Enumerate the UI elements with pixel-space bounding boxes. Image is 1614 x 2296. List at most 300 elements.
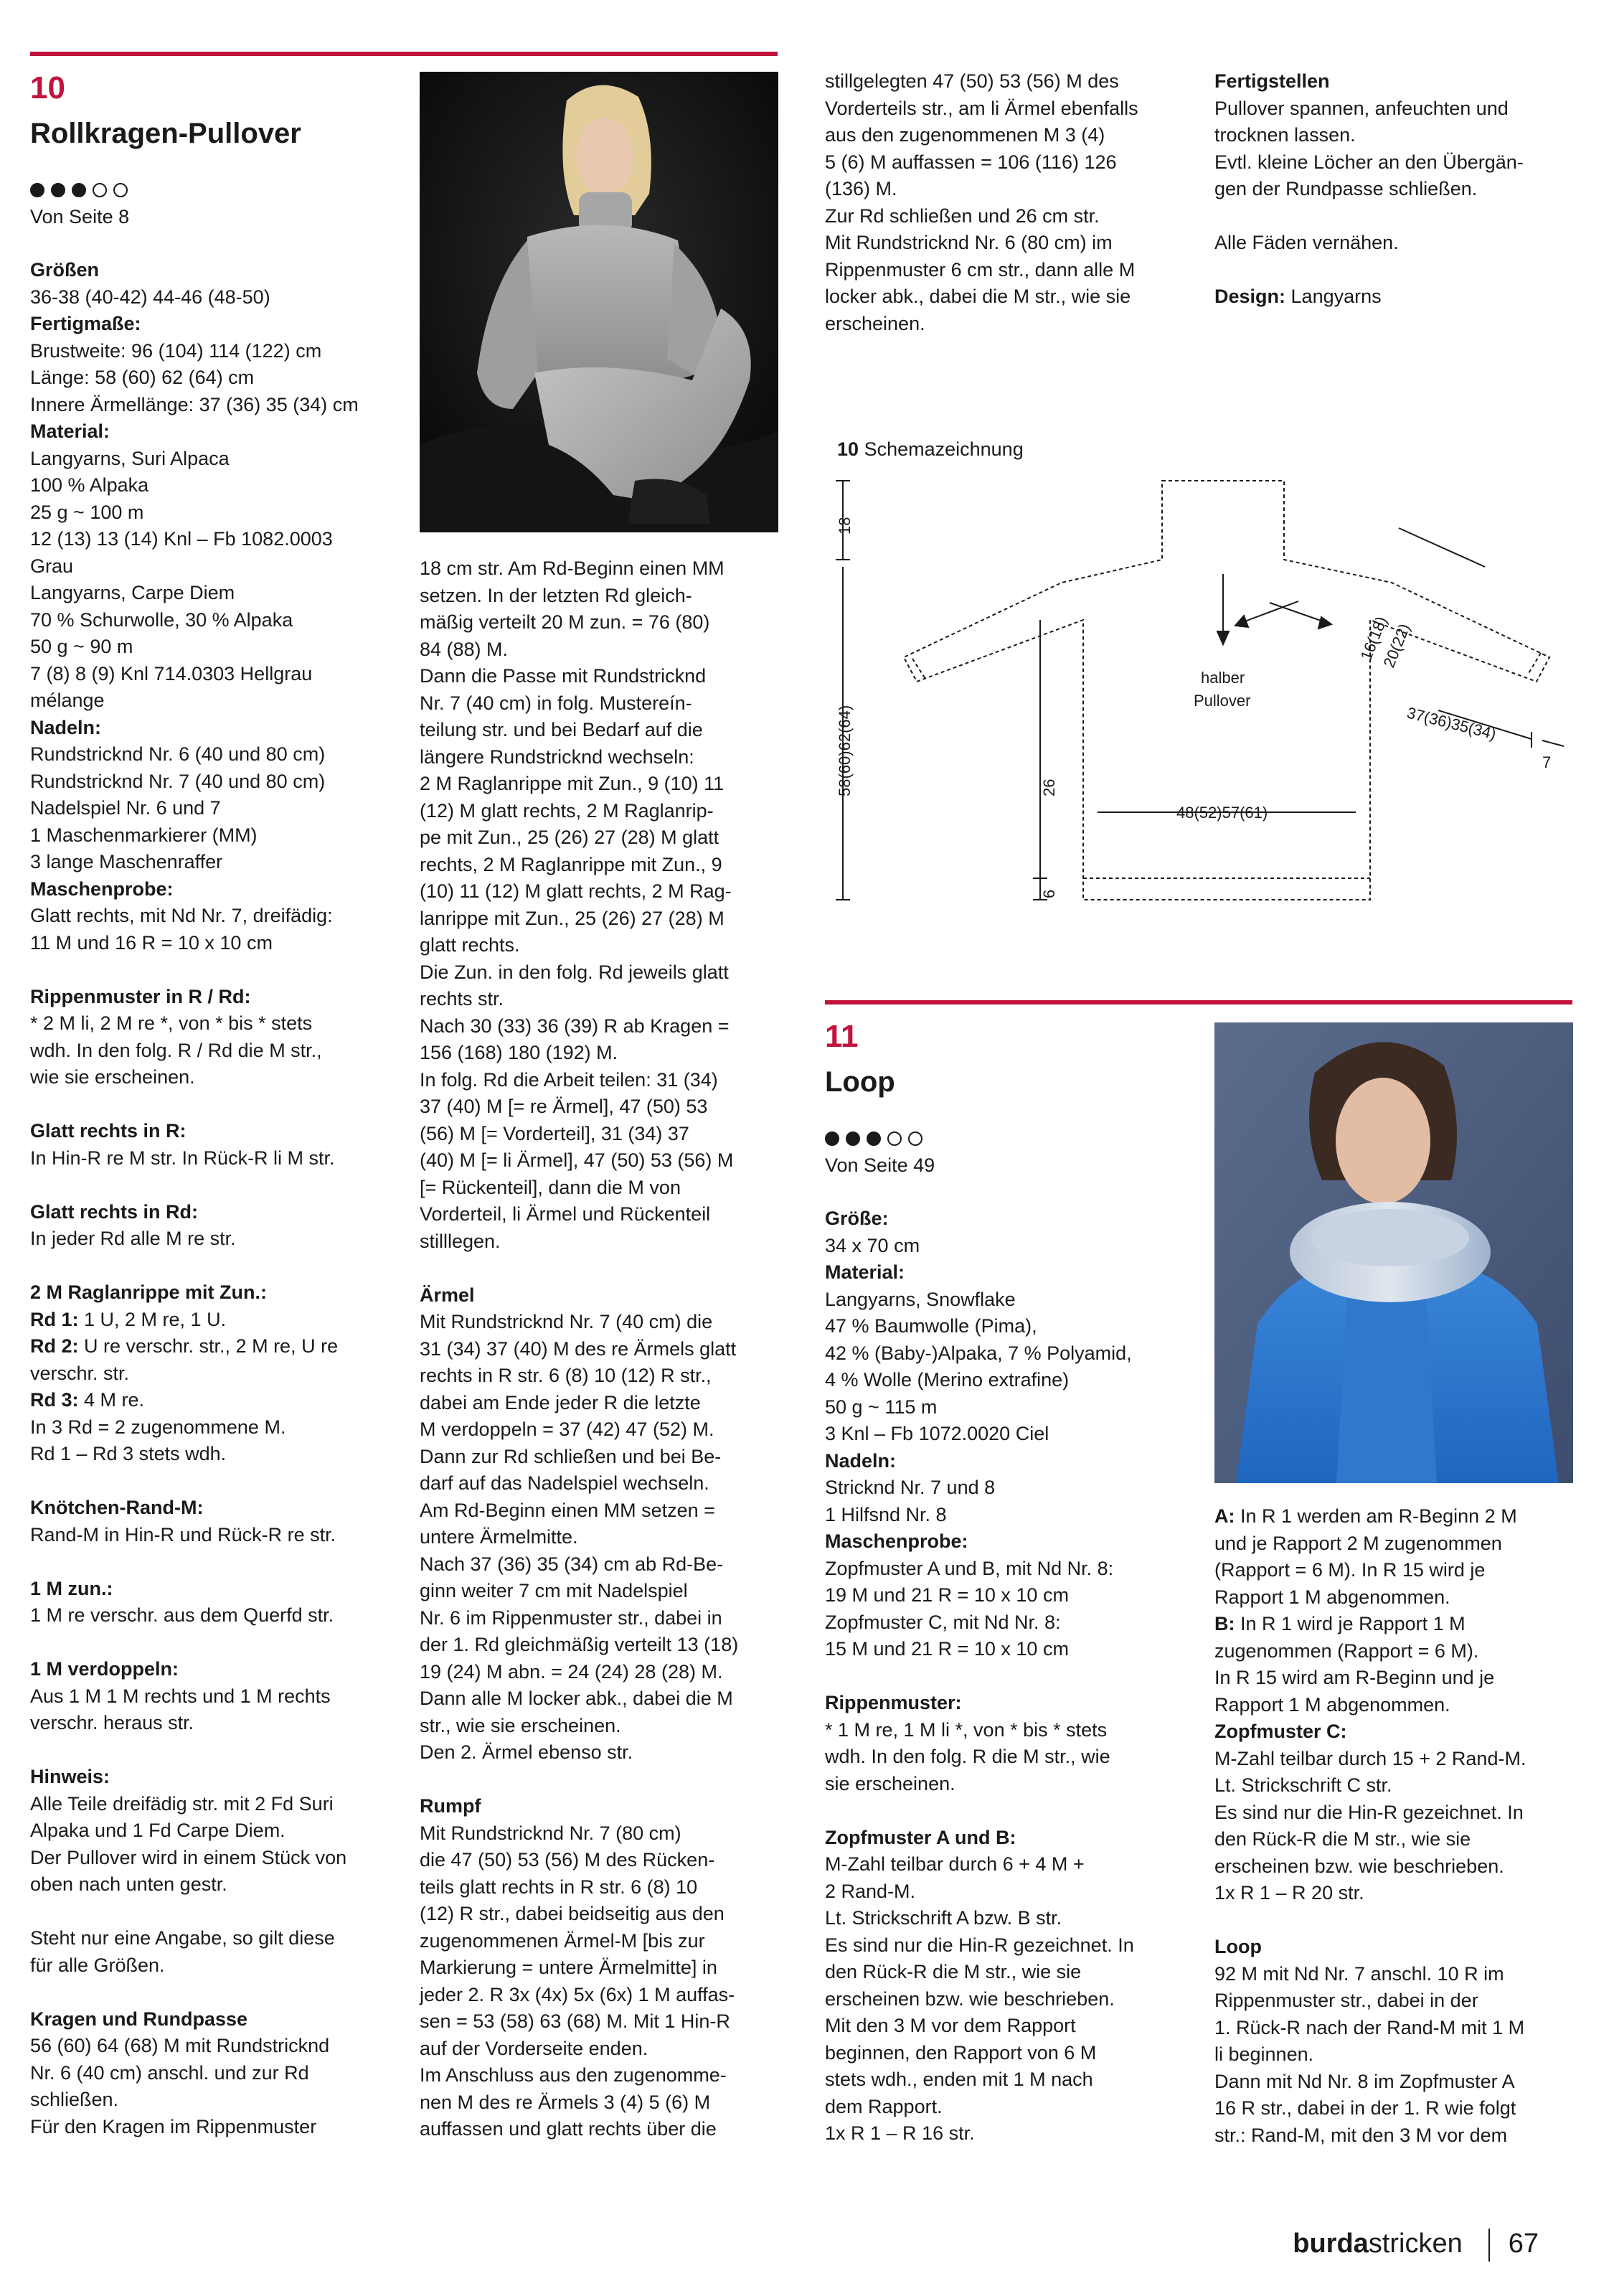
text-line (420, 1201, 778, 1228)
text-line (30, 2033, 410, 2060)
inline-label: B: (1214, 1613, 1235, 1634)
line-text: * 2 M li, 2 M re *, von * bis * stets (30, 1012, 313, 1034)
schema-center-label-2: Pullover (1194, 692, 1251, 710)
line-text: glatt rechts. (420, 934, 520, 956)
text-line (825, 203, 1191, 230)
text-line (825, 1744, 1198, 1771)
text-line (420, 690, 778, 718)
line-text: [= Rückenteil], dann die M von (420, 1176, 681, 1198)
section-heading (420, 1282, 778, 1309)
line-text: In folg. Rd die Arbeit teilen: 31 (34) (420, 1068, 718, 1091)
pattern-10-title: Rollkragen-Pullover (30, 118, 301, 149)
line-text: rechts, 2 M Raglanrippe mit Zun., 9 (420, 853, 722, 875)
difficulty-dot-empty-icon (93, 183, 107, 197)
line-text: 156 (168) 180 (192) M. (420, 1042, 618, 1063)
text-line (420, 609, 778, 636)
text-line (420, 1363, 778, 1390)
header-bar-right (825, 1000, 1572, 1004)
text-line (30, 687, 410, 715)
line-text: Mit den 3 M vor dem Rapport (825, 2015, 1076, 2036)
line-text: (12) R str., dabei beidseitig aus den (420, 1903, 725, 1924)
text-line (30, 661, 410, 688)
text-line (420, 905, 778, 933)
line-text: rechts in R str. 6 (8) 10 (12) R str., (420, 1365, 712, 1386)
pattern-11-column-4 (1214, 1503, 1580, 2149)
text-line (825, 1556, 1198, 1583)
difficulty-dot-empty-icon (887, 1131, 902, 1146)
text-line (420, 1551, 778, 1578)
text-line (420, 2089, 778, 2117)
line-text: Vorderteils str., am li Ärmel ebenfalls (825, 97, 1138, 119)
text-line (825, 176, 1191, 203)
line-text: M-Zahl teilbar durch 6 + 4 M + (825, 1853, 1085, 1875)
text-line (420, 2008, 778, 2036)
section-heading (30, 1764, 410, 1791)
text-line (1214, 1772, 1580, 1799)
line-text: In jeder Rd alle M re str. (30, 1228, 236, 1249)
text-line (825, 95, 1191, 123)
line-text: (40) M [= li Ärmel], 47 (50) 53 (56) M (420, 1149, 734, 1171)
difficulty-dot-filled-icon (30, 183, 44, 197)
line-text: Glatt rechts, mit Nd Nr. 7, dreifädig: (30, 905, 333, 926)
pattern-11-difficulty (825, 1126, 929, 1148)
text-line (30, 1522, 410, 1549)
line-text: Dann zur Rd schließen und bei Be- (420, 1445, 722, 1467)
line-text: 1x R 1 – R 20 str. (1214, 1882, 1364, 1904)
text-line (30, 472, 410, 499)
line-text: Zopfmuster A und B: (825, 1826, 1016, 1848)
line-text: 15 M und 21 R = 10 x 10 cm (825, 1638, 1069, 1660)
line-text: stilllegen. (420, 1230, 501, 1252)
text-line (420, 986, 778, 1013)
line-text: Markierung = untere Ärmelmitte] in (420, 1957, 717, 1978)
schema-center-label-1: halber (1201, 669, 1245, 687)
line-text: Im Anschluss aus den zugenomme- (420, 2064, 727, 2086)
line-text: Maschenprobe: (30, 878, 174, 900)
text-line (420, 1820, 778, 1848)
text-line (825, 1394, 1198, 1421)
paragraph-gap (30, 1548, 410, 1576)
section-heading (1214, 1934, 1580, 1961)
line-text: Hinweis: (30, 1766, 110, 1787)
section-heading (825, 1528, 1198, 1556)
text-line (1214, 1503, 1580, 1530)
line-text: dem Rapport. (825, 2095, 943, 2117)
line-text: Ärmel (420, 1284, 475, 1306)
text-line (30, 1710, 410, 1737)
line-text: wdh. In den folg. R / Rd die M str., (30, 1039, 322, 1061)
paragraph-gap (30, 1468, 410, 1495)
pattern-11-photo (1214, 1022, 1573, 1483)
text-line (420, 1175, 778, 1202)
line-text: Es sind nur die Hin-R gezeichnet. In (1214, 1801, 1524, 1823)
text-line (30, 1360, 410, 1388)
footer-separator (1488, 2229, 1490, 2262)
text-line (420, 1578, 778, 1605)
line-text: (12) M glatt rechts, 2 M Raglanrip- (420, 799, 714, 822)
text-line (420, 1444, 778, 1471)
text-line (825, 1878, 1198, 1906)
text-line (825, 1717, 1198, 1744)
line-text: Zopfmuster A und B, mit Nd Nr. 8: (825, 1557, 1114, 1579)
header-bar-left (30, 52, 778, 56)
text-line (30, 1225, 410, 1253)
line-text: Brustweite: 96 (104) 114 (122) cm (30, 339, 322, 362)
text-line (420, 2116, 778, 2143)
text-line (825, 2120, 1198, 2147)
paragraph-gap (30, 1899, 410, 1926)
section-heading (825, 1259, 1198, 1286)
line-text: Mit Rundstricknd Nr. 6 (80 cm) im (825, 232, 1113, 253)
text-line (1214, 1826, 1580, 1853)
line-text: 92 M mit Nd Nr. 7 anschl. 10 R im (1214, 1962, 1504, 1985)
line-text: nen M des re Ärmels 3 (4) 5 (6) M (420, 2091, 711, 2113)
page-footer (1293, 2227, 1539, 2262)
line-text: Nach 37 (36) 35 (34) cm ab Rd-Be- (420, 1553, 724, 1575)
text-line (420, 1470, 778, 1497)
text-line (420, 1874, 778, 1901)
text-line (825, 1313, 1198, 1340)
inline-label: Design: (1214, 286, 1286, 307)
text-line (825, 1582, 1198, 1609)
text-line (420, 1228, 778, 1256)
text-line (825, 1233, 1198, 1260)
line-text: Dann alle M locker abk., dabei die M (420, 1688, 733, 1709)
schema-number: 10 (837, 438, 859, 460)
line-text: stillgelegten 47 (50) 53 (56) M des (825, 70, 1119, 92)
section-heading (30, 311, 410, 338)
line-text: 5 (6) M auffassen = 106 (116) 126 (825, 151, 1117, 173)
text-line (30, 526, 410, 553)
line-text: In R 15 wird am R-Beginn und je (1214, 1667, 1495, 1688)
text-line (1214, 1880, 1580, 1907)
pattern-10-photo (420, 72, 778, 532)
line-text: den Rück-R die M str., wie sie (825, 1961, 1082, 1982)
paragraph-gap (1214, 1907, 1580, 1934)
line-text: Vorderteil, li Ärmel und Rückenteil (420, 1203, 711, 1225)
line-text: gen der Rundpasse schließen. (1214, 178, 1478, 199)
text-line (1214, 1799, 1580, 1827)
text-line (30, 364, 410, 392)
line-text: aus den zugenommenen M 3 (4) (825, 124, 1105, 146)
text-line (1214, 1961, 1580, 1988)
schema-dim-sleeve: 37(36)35(34) (1405, 703, 1499, 743)
line-text: 4 % Wolle (Merino extrafine) (825, 1369, 1070, 1391)
line-text: Rd 1 – Rd 3 stets wdh. (30, 1443, 227, 1464)
text-line (30, 2114, 410, 2141)
line-text: 50 g ~ 115 m (825, 1396, 938, 1418)
section-heading (30, 1576, 410, 1603)
line-text: (Rapport = 6 M). In R 15 wird je (1214, 1559, 1486, 1581)
text-line (30, 1871, 410, 1899)
line-text: 1 M zun.: (30, 1577, 113, 1599)
line-text: Innere Ärmellänge: 37 (36) 35 (34) cm (30, 393, 359, 415)
line-text: verschr. heraus str. (30, 1712, 194, 1733)
text-line (420, 2036, 778, 2063)
line-text: (136) M. (825, 178, 897, 199)
pattern-10-from-page: Von Seite 8 (30, 206, 130, 227)
inline-label: A: (1214, 1505, 1235, 1527)
line-text: 25 g ~ 100 m (30, 501, 144, 523)
section-heading (825, 1205, 1198, 1233)
section-heading (825, 1690, 1198, 1717)
paragraph-gap (30, 1979, 410, 2006)
text-line (825, 1905, 1198, 1932)
line-text: 47 % Baumwolle (Pima), (825, 1315, 1037, 1337)
line-text: Größen (30, 259, 100, 281)
line-text: 31 (34) 37 (40) M des re Ärmels glatt (420, 1337, 737, 1360)
text-line (420, 1713, 778, 1740)
line-text: In 3 Rd = 2 zugenommene M. (30, 1416, 286, 1438)
text-line (30, 1307, 410, 1334)
line-text: Für den Kragen im Rippenmuster (30, 2115, 317, 2137)
text-line (1214, 1987, 1580, 2015)
text-line (30, 1010, 410, 1038)
line-text: locker abk., dabei die M str., wie sie (825, 286, 1131, 307)
section-heading (825, 1825, 1198, 1852)
text-line (825, 2094, 1198, 2121)
line-text: 19 (24) M abn. = 24 (24) 28 (28) M. (420, 1660, 723, 1683)
line-text: darf auf das Nadelspiel wechseln. (420, 1472, 709, 1494)
difficulty-dot-filled-icon (846, 1131, 860, 1146)
text-line (825, 2013, 1198, 2040)
section-heading (30, 715, 410, 742)
text-line (825, 122, 1191, 149)
text-line (30, 795, 410, 822)
line-text: 56 (60) 64 (68) M mit Rundstricknd (30, 2035, 330, 2056)
text-line (30, 822, 410, 850)
paragraph-gap (1214, 257, 1580, 284)
line-text: 12 (13) 13 (14) Knl – Fb 1082.0003 (30, 528, 333, 550)
pattern-10-column-2 (420, 555, 778, 2143)
line-text: 3 Knl – Fb 1072.0020 Ciel (825, 1423, 1049, 1444)
pattern-11-from-page: Von Seite 49 (825, 1154, 935, 1176)
section-heading (30, 1199, 410, 1226)
text-line (825, 2066, 1198, 2094)
text-line (420, 1982, 778, 2009)
text-line (420, 1632, 778, 1659)
paragraph-gap (825, 1663, 1198, 1690)
line-text: wdh. In den folg. R die M str., wie (825, 1746, 1110, 1767)
text-line (30, 499, 410, 527)
footer-brand-light: stricken (1368, 2229, 1463, 2259)
text-line (825, 1932, 1198, 1959)
text-line (420, 555, 778, 583)
line-text: li beginnen. (1214, 2043, 1314, 2065)
line-text: Evtl. kleine Löcher an den Übergän- (1214, 151, 1524, 173)
text-line (30, 849, 410, 876)
text-line (30, 580, 410, 607)
text-line (30, 1333, 410, 1360)
paragraph-gap (30, 1172, 410, 1199)
pattern-10-number: 10 (30, 70, 65, 105)
schema-dim-raglan-2: 20(22) (1379, 621, 1414, 670)
text-line (30, 2060, 410, 2087)
line-text: 2 M Raglanrippe mit Zun., 9 (10) 11 (420, 773, 725, 794)
line-text: 1x R 1 – R 16 str. (825, 2122, 975, 2144)
line-text: Rippenmuster str., dabei in der (1214, 1990, 1478, 2011)
line-text: mélange (30, 690, 105, 711)
text-line (30, 1925, 410, 1952)
text-line (420, 636, 778, 664)
line-text: sie erscheinen. (825, 1772, 955, 1794)
line-text: zugenommen (Rapport = 6 M). (1214, 1639, 1479, 1662)
text-line (825, 311, 1191, 338)
text-line (30, 634, 410, 661)
text-line (420, 1524, 778, 1551)
text-line (825, 283, 1191, 311)
text-line (1214, 2041, 1580, 2069)
line-text: stets wdh., enden mit 1 M nach (825, 2069, 1093, 2090)
text-line (1214, 1692, 1580, 1719)
line-text: Nr. 6 (40 cm) anschl. und zur Rd (30, 2061, 309, 2084)
text-line (1214, 1530, 1580, 1558)
text-line (825, 1959, 1198, 1986)
paragraph-gap (30, 1091, 410, 1119)
line-text: längere Rundstricknd wechseln: (420, 745, 694, 768)
line-text: Nach 30 (33) 36 (39) R ab Kragen = (420, 1015, 730, 1037)
line-text: 16 R str., dabei in der 1. R wie folgt (1214, 2097, 1516, 2119)
pattern-10-difficulty (30, 178, 134, 199)
text-line (825, 1636, 1198, 1663)
line-text: Zur Rd schließen und 26 cm str. (825, 204, 1100, 227)
text-line (825, 1474, 1198, 1502)
text-line (420, 1147, 778, 1175)
text-line (1214, 230, 1580, 257)
line-text: zugenommenen Ärmel-M [bis zur (420, 1929, 705, 1952)
text-line (30, 1145, 410, 1172)
section-heading (30, 418, 410, 446)
line-text: schließen. (30, 2089, 119, 2110)
text-line (420, 663, 778, 690)
section-heading (1214, 68, 1580, 95)
line-text: 42 % (Baby-)Alpaka, 7 % Polyamid, (825, 1342, 1132, 1364)
line-text: U re verschr. str., 2 M re, U re (84, 1335, 339, 1357)
text-line (825, 1502, 1198, 1529)
line-text: Glatt rechts in Rd: (30, 1200, 199, 1223)
text-line (420, 1685, 778, 1713)
line-text: erscheinen bzw. wie beschrieben. (1214, 1855, 1504, 1877)
line-text: 1 Hilfsnd Nr. 8 (825, 1503, 947, 1525)
text-line (30, 741, 410, 768)
schema-dim-length: 58(60)62(64) (836, 705, 854, 796)
line-text: Rand-M in Hin-R und Rück-R re str. (30, 1523, 336, 1545)
line-text: Steht nur eine Angabe, so gilt diese (30, 1927, 335, 1949)
text-line (1214, 1557, 1580, 1584)
text-line (1214, 95, 1580, 123)
line-text: Lt. Strickschrift A bzw. B str. (825, 1907, 1062, 1929)
paragraph-gap (30, 956, 410, 984)
line-text: M verdoppeln = 37 (42) 47 (52) M. (420, 1418, 714, 1440)
line-text: Fertigmaße: (30, 313, 141, 334)
line-text: Kragen und Rundpasse (30, 2008, 248, 2030)
text-line (1214, 176, 1580, 203)
text-line (420, 1336, 778, 1363)
text-line (420, 1390, 778, 1417)
line-text: der 1. Rd gleichmäßig verteilt 13 (18) (420, 1634, 739, 1655)
text-line (420, 1659, 778, 1686)
text-line (30, 446, 410, 473)
text-line (30, 1817, 410, 1845)
text-line (825, 1340, 1198, 1368)
text-line (825, 1286, 1198, 1314)
line-text: dabei am Ende jeder R die letzte (420, 1391, 701, 1413)
line-text: erscheinen bzw. wie beschrieben. (825, 1987, 1115, 2010)
line-text: teilung str. und bei Bedarf auf die (420, 719, 703, 740)
text-line (420, 1013, 778, 1040)
paragraph-gap (30, 1629, 410, 1657)
text-line (420, 1847, 778, 1874)
pattern-10-column-3 (825, 68, 1191, 337)
text-line (30, 768, 410, 796)
line-text: Es sind nur die Hin-R gezeichnet. In (825, 1934, 1134, 1956)
text-line (420, 583, 778, 610)
line-text: oben nach unten gestr. (30, 1873, 227, 1895)
inline-label: Rd 2: (30, 1335, 79, 1357)
line-text: 1. Rück-R nach der Rand-M mit 1 M (1214, 2016, 1525, 2038)
difficulty-dot-filled-icon (51, 183, 65, 197)
line-text: 1 U, 2 M re, 1 U. (84, 1308, 227, 1330)
text-line (30, 1683, 410, 1711)
text-line (1214, 122, 1580, 149)
text-line (420, 1928, 778, 1955)
line-text: Material: (30, 420, 110, 442)
section-heading (420, 1793, 778, 1820)
inline-label: Rd 3: (30, 1389, 79, 1411)
line-text: 11 M und 16 R = 10 x 10 cm (30, 931, 273, 954)
text-line (420, 852, 778, 879)
section-heading (30, 1495, 410, 1522)
text-line (30, 1038, 410, 1065)
line-text: str.: Rand-M, mit den 3 M vor dem (1214, 2124, 1508, 2146)
text-line (825, 1986, 1198, 2013)
line-text: Dann die Passe mit Rundstricknd (420, 665, 707, 687)
text-line (420, 959, 778, 987)
line-text: 50 g ~ 90 m (30, 636, 133, 657)
text-line (825, 1421, 1198, 1448)
line-text: Lt. Strickschrift C str. (1214, 1774, 1392, 1796)
schema-dim-collar: 18 (836, 517, 854, 535)
line-text: 3 lange Maschenraffer (30, 851, 223, 872)
line-text: rechts str. (420, 988, 504, 1010)
line-text: ginn weiter 7 cm mit Nadelspiel (420, 1580, 688, 1601)
line-text: Fertigstellen (1214, 70, 1330, 92)
text-line (30, 1791, 410, 1818)
line-text: 1 M verdoppeln: (30, 1658, 179, 1680)
text-line (30, 1952, 410, 1980)
text-line (30, 2086, 410, 2114)
line-text: 7 (8) 8 (9) Knl 714.0303 Hellgrau (30, 662, 313, 684)
section-heading (30, 257, 410, 284)
pattern-11-column-3 (825, 1205, 1198, 2147)
text-line (825, 1609, 1198, 1637)
line-text: pe mit Zun., 25 (26) 27 (28) M glatt (420, 827, 719, 848)
line-text: Mit Rundstricknd Nr. 7 (80 cm) (420, 1822, 681, 1844)
line-text: den Rück-R die M str., wie sie (1214, 1828, 1471, 1850)
text-line (420, 1067, 778, 1094)
footer-brand-bold: burda (1293, 2229, 1369, 2259)
text-line (1214, 2015, 1580, 2042)
section-heading (30, 1279, 410, 1307)
line-text: Langyarns, Suri Alpaca (30, 447, 230, 469)
line-text: Grau (30, 555, 74, 577)
line-text: Rundstricknd Nr. 6 (40 und 80 cm) (30, 743, 326, 765)
line-text: die 47 (50) 53 (56) M des Rücken- (420, 1849, 715, 1871)
line-text: Rapport 1 M abgenommen. (1214, 1693, 1450, 1716)
difficulty-dot-filled-icon (825, 1131, 839, 1146)
line-text: In R 1 werden am R-Beginn 2 M (1240, 1505, 1517, 1527)
schema-dim-cuff: 7 (1542, 753, 1552, 771)
